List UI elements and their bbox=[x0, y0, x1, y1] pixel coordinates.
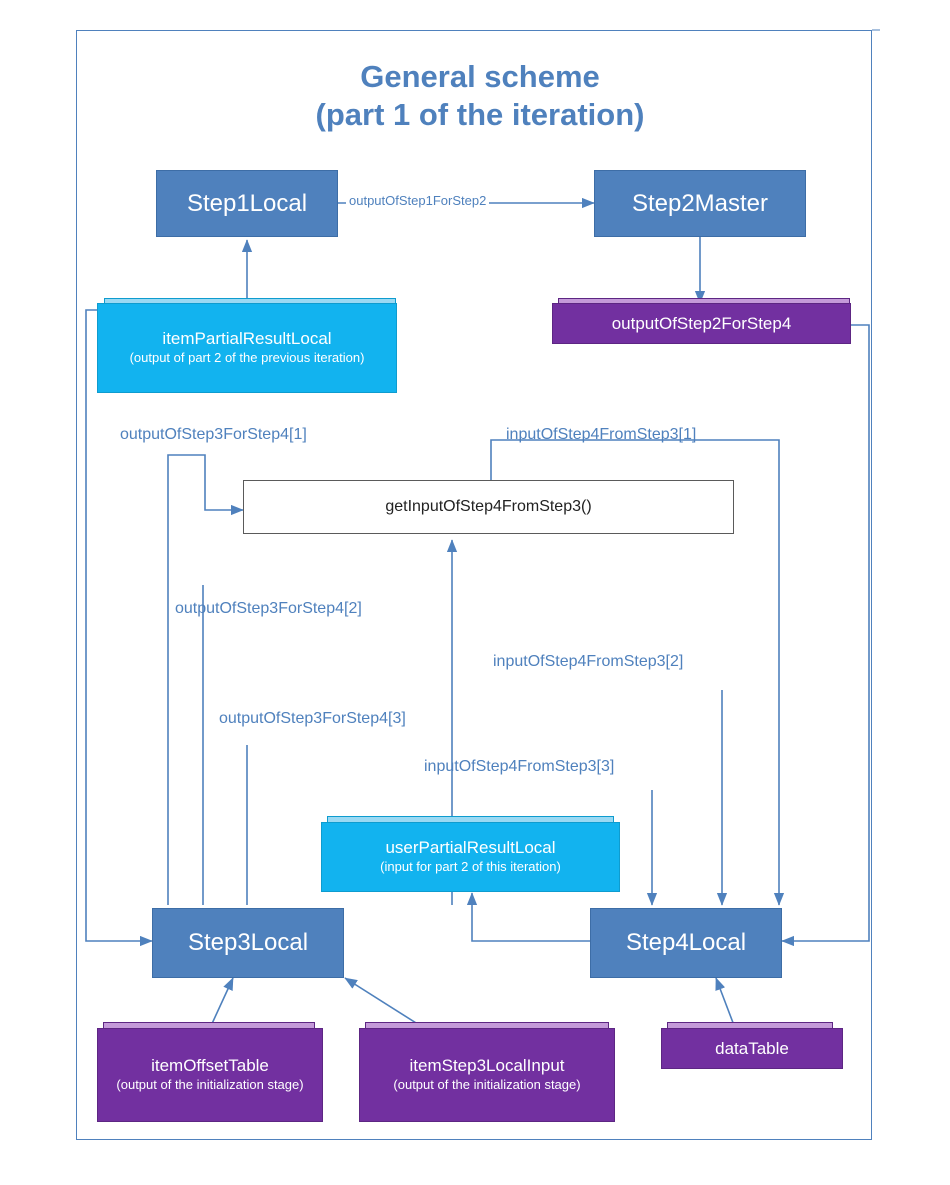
node-step1local[interactable] bbox=[156, 170, 338, 237]
edge-label-output-of-step3-for-step4-1: outputOfStep3ForStep4[1] bbox=[120, 426, 307, 443]
node-item-partial-result-local[interactable] bbox=[97, 303, 397, 393]
edge-label-output-of-step1-for-step2: outputOfStep1ForStep2 bbox=[346, 193, 489, 208]
node-output-of-step2-for-step4-label: outputOfStep2ForStep4 bbox=[611, 314, 792, 333]
node-item-partial-result-local-sub: (output of part 2 of the previous iteration) bbox=[129, 350, 365, 365]
node-user-partial-result-local[interactable] bbox=[321, 822, 620, 892]
diagram-title-line1: General scheme bbox=[360, 59, 600, 94]
node-get-input-of-step4-from-step3-label: getInputOfStep4FromStep3() bbox=[385, 498, 592, 515]
node-step4local-label: Step4Local bbox=[625, 929, 747, 956]
node-item-step3-local-input[interactable] bbox=[359, 1028, 615, 1122]
node-item-step3-local-input-sub: (output of the initialization stage) bbox=[393, 1077, 581, 1092]
node-item-partial-result-local-label: itemPartialResultLocal bbox=[162, 329, 332, 348]
edge-label-input-of-step4-from-step3-3: inputOfStep4FromStep3[3] bbox=[424, 758, 615, 775]
edge-label-output-of-step3-for-step4-2: outputOfStep3ForStep4[2] bbox=[175, 600, 362, 617]
node-user-partial-result-local-sub: (input for part 2 of this iteration) bbox=[380, 859, 561, 874]
edge-label-input-of-step4-from-step3-2: inputOfStep4FromStep3[2] bbox=[493, 653, 684, 670]
node-output-of-step2-for-step4[interactable] bbox=[552, 303, 851, 344]
node-step2master[interactable] bbox=[594, 170, 806, 237]
node-user-partial-result-local-label: userPartialResultLocal bbox=[385, 838, 556, 857]
node-step1local-label: Step1Local bbox=[186, 189, 308, 217]
node-step4local[interactable] bbox=[590, 908, 782, 978]
node-item-offset-table-sub: (output of the initialization stage) bbox=[116, 1077, 304, 1092]
node-item-offset-table[interactable] bbox=[97, 1028, 323, 1122]
node-item-step3-local-input-label: itemStep3LocalInput bbox=[409, 1056, 565, 1075]
diagram-title-line2: (part 1 of the iteration) bbox=[315, 97, 645, 132]
node-step3local-label: Step3Local bbox=[187, 929, 309, 956]
edge-label-input-of-step4-from-step3-1: inputOfStep4FromStep3[1] bbox=[506, 426, 697, 443]
edge-label-output-of-step3-for-step4-3: outputOfStep3ForStep4[3] bbox=[219, 710, 406, 727]
node-item-offset-table-label: itemOffsetTable bbox=[151, 1056, 269, 1075]
node-data-table[interactable] bbox=[661, 1028, 843, 1069]
node-step2master-label: Step2Master bbox=[631, 189, 769, 217]
node-get-input-of-step4-from-step3[interactable] bbox=[243, 480, 734, 534]
node-step3local[interactable] bbox=[152, 908, 344, 978]
node-data-table-label: dataTable bbox=[715, 1039, 789, 1058]
diagram-title bbox=[200, 58, 760, 134]
